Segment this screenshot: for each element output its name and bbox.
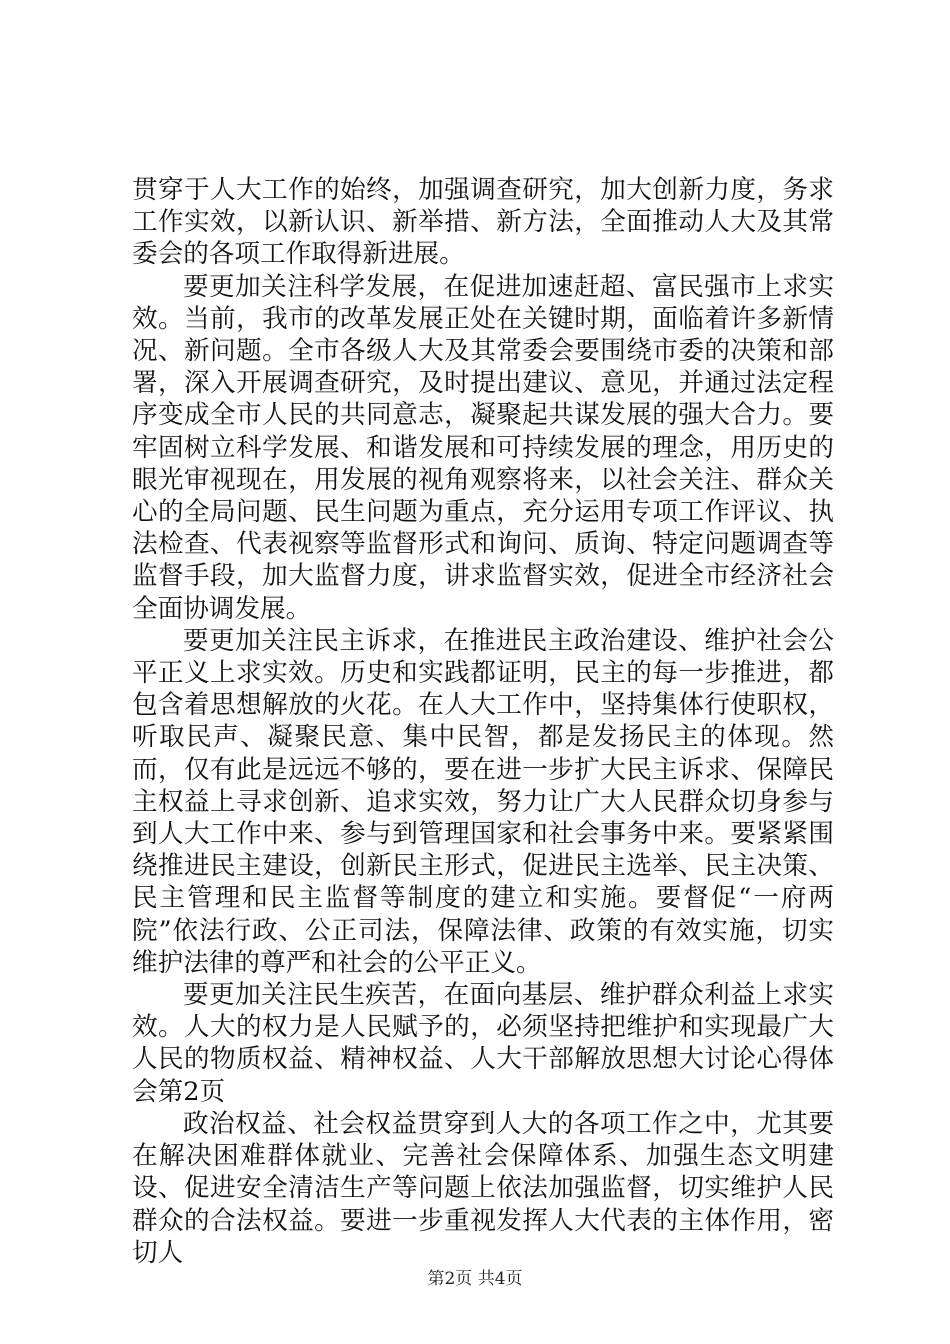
paragraph-4: 要更加关注民生疾苦，在面向基层、维护群众利益上求实效。人大的权力是人民赋予的，必须坚持把维护和实现最广大人民的物质权益、精神权益、人大干部解放思想大讨论心得体会第2页 <box>132 980 834 1107</box>
paragraph-1: 贯穿于人大工作的始终，加强调查研究，加大创新力度，务求工作实效，以新认识、新举措、新方法，全面推动人大及其常委会的各项工作取得新进展。 <box>132 175 834 270</box>
paragraph-3: 要更加关注民主诉求，在推进民主政治建设、维护社会公平正义上求实效。历史和实践都证明，民主的每一步推进，都包含着思想解放的火花。在人大工作中，坚持集体行使职权，听取民声、凝聚民意、集中民智，都是发扬民主的体现。然而，仅有此是远远不够的，要在进一步扩大民主诉求、保障民主权益上寻求创新、追求实效，努力让广大人民群众切身参与到人大工作中来、参与到管理国家和社会事务中来。要紧紧围绕推进民主建设，创新民主形式，促进民主选举、民主决策、民主管理和民主监督等制度的建立和实施。要督促“一府两院”依法行政、公正司法，保障法律、政策的有效实施，切实维护法律的尊严和社会的公平正义。 <box>132 625 834 978</box>
page-footer <box>0 1268 950 1290</box>
page-number-label: 第2页 共4页 <box>427 1269 523 1289</box>
paragraph-5: 政治权益、社会权益贯穿到人大的各项工作之中，尤其要在解决困难群体就业、完善社会保障体系、加强生态文明建设、促进安全清洁生产等问题上依法加强监督，切实维护人民群众的合法权益。要进一步重视发挥人大代表的主体作用，密切人 <box>132 1108 834 1268</box>
document-body <box>132 174 834 1269</box>
paragraph-2: 要更加关注科学发展，在促进加速赶超、富民强市上求实效。当前，我市的改革发展正处在关键时期，面临着许多新情况、新问题。全市各级人大及其常委会要围绕市委的决策和部署，深入开展调查研究，及时提出建议、意见，并通过法定程序变成全市人民的共同意志，凝聚起共谋发展的强大合力。要牢固树立科学发展、和谐发展和可持续发展的理念，用历史的眼光审视现在，用发展的视角观察将来，以社会关注、群众关心的全局问题、民生问题为重点，充分运用专项工作评议、执法检查、代表视察等监督形式和询问、质询、特定问题调查等监督手段，加大监督力度，讲求监督实效，促进全市经济社会全面协调发展。 <box>132 271 834 624</box>
